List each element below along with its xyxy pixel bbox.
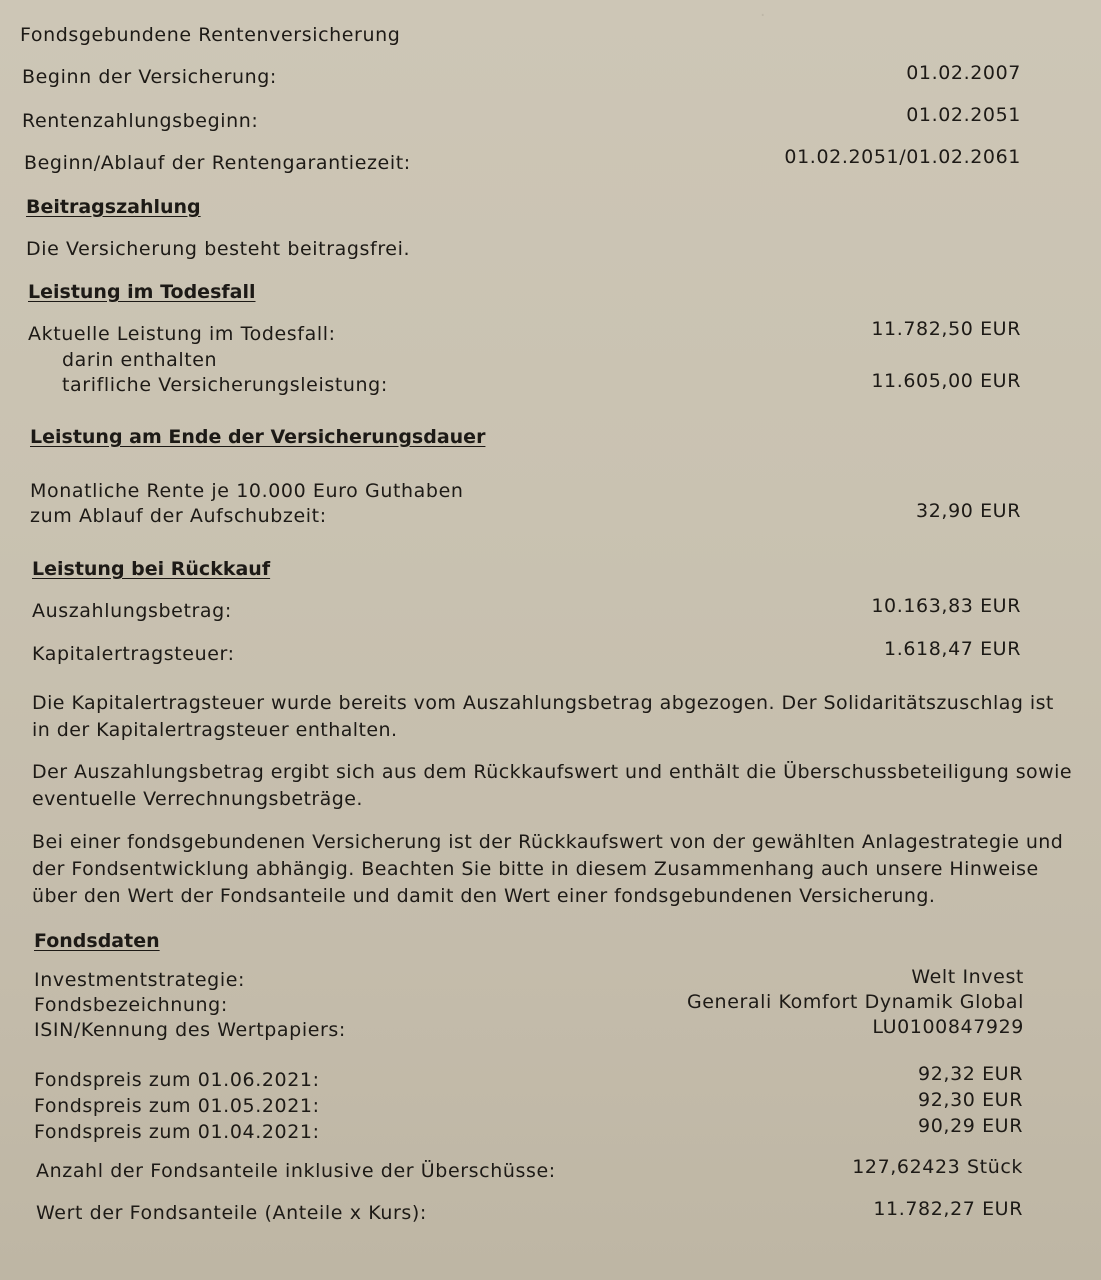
premium-heading: Beitragszahlung xyxy=(26,196,201,218)
insurance-start-value: 01.02.2007 xyxy=(906,62,1021,84)
investment-strategy-value: Welt Invest xyxy=(911,966,1024,988)
monthly-pension-value: 32,90 EUR xyxy=(916,500,1021,522)
pension-start-value: 01.02.2051 xyxy=(906,104,1021,126)
insurance-start-label: Beginn der Versicherung: xyxy=(22,66,277,88)
fund-data-heading: Fondsdaten xyxy=(34,930,160,952)
fund-price-label-2: Fondspreis zum 01.05.2021: xyxy=(34,1095,320,1117)
death-benefit-heading: Leistung im Todesfall xyxy=(28,281,256,303)
guarantee-period-label: Beginn/Ablauf der Rentengarantiezeit: xyxy=(24,152,411,174)
tariff-benefit-value: 11.605,00 EUR xyxy=(871,370,1021,392)
guarantee-period-value: 01.02.2051/01.02.2061 xyxy=(784,146,1021,168)
fund-name-label: Fondsbezeichnung: xyxy=(34,994,228,1016)
death-benefit-current-value: 11.782,50 EUR xyxy=(871,318,1021,340)
fund-units-label: Anzahl der Fondsanteile inklusive der Überschüsse: xyxy=(36,1160,556,1182)
maturity-benefit-heading: Leistung am Ende der Versicherungsdauer xyxy=(30,426,486,448)
fund-worth-label: Wert der Fondsanteile (Anteile x Kurs): xyxy=(36,1202,427,1224)
fund-price-value-1: 92,32 EUR xyxy=(918,1063,1023,1085)
show-through-text: · xyxy=(760,6,766,26)
fund-name-value: Generali Komfort Dynamik Global xyxy=(686,991,1024,1013)
fund-units-value: 127,62423 Stück xyxy=(852,1156,1023,1178)
fund-price-label-3: Fondspreis zum 01.04.2021: xyxy=(34,1121,320,1143)
capital-gains-tax-value: 1.618,47 EUR xyxy=(884,638,1021,660)
tax-note-paragraph: Die Kapitalertragsteuer wurde bereits vom Auszahlungsbetrag abgezogen. Der Solidaritätszuschlag ist in der Kapitalertragsteuer enthalten. xyxy=(32,692,1054,741)
isin-value: LU0100847929 xyxy=(872,1016,1024,1038)
payout-label: Auszahlungsbetrag: xyxy=(32,600,232,622)
fund-price-label-1: Fondspreis zum 01.06.2021: xyxy=(34,1069,320,1091)
fund-value-note-paragraph: Bei einer fondsgebundenen Versicherung ist der Rückkaufswert von der gewählten Anlagestrategie und der Fondsentwicklung abhängig. Beachten Sie bitte in diesem Zusammenhang auch unsere Hinweise über den Wert der Fondsanteile und damit den Wert einer fondsgebundenen Versicherung. xyxy=(32,831,1064,907)
fund-price-value-3: 90,29 EUR xyxy=(918,1115,1023,1137)
fund-worth-value: 11.782,27 EUR xyxy=(873,1198,1023,1220)
death-benefit-included-label: darin enthalten xyxy=(62,349,218,371)
tariff-benefit-label: tarifliche Versicherungsleistung: xyxy=(62,374,388,396)
isin-label: ISIN/Kennung des Wertpapiers: xyxy=(34,1019,346,1041)
death-benefit-current-label: Aktuelle Leistung im Todesfall: xyxy=(28,323,336,345)
payout-note-paragraph: Der Auszahlungsbetrag ergibt sich aus dem Rückkaufswert und enthält die Überschussbeteiligung sowie eventuelle Verrechnungsbeträge. xyxy=(32,761,1072,810)
fund-price-value-2: 92,30 EUR xyxy=(918,1089,1023,1111)
premium-text: Die Versicherung besteht beitragsfrei. xyxy=(26,238,411,260)
product-title: Fondsgebundene Rentenversicherung xyxy=(20,24,401,46)
monthly-pension-label-line2: zum Ablauf der Aufschubzeit: xyxy=(30,505,327,527)
investment-strategy-label: Investmentstrategie: xyxy=(34,969,245,991)
capital-gains-tax-label: Kapitalertragsteuer: xyxy=(32,643,235,665)
surrender-heading: Leistung bei Rückkauf xyxy=(32,558,271,580)
payout-value: 10.163,83 EUR xyxy=(871,595,1021,617)
pension-start-label: Rentenzahlungsbeginn: xyxy=(22,110,259,132)
monthly-pension-label-line1: Monatliche Rente je 10.000 Euro Guthaben xyxy=(30,480,464,502)
